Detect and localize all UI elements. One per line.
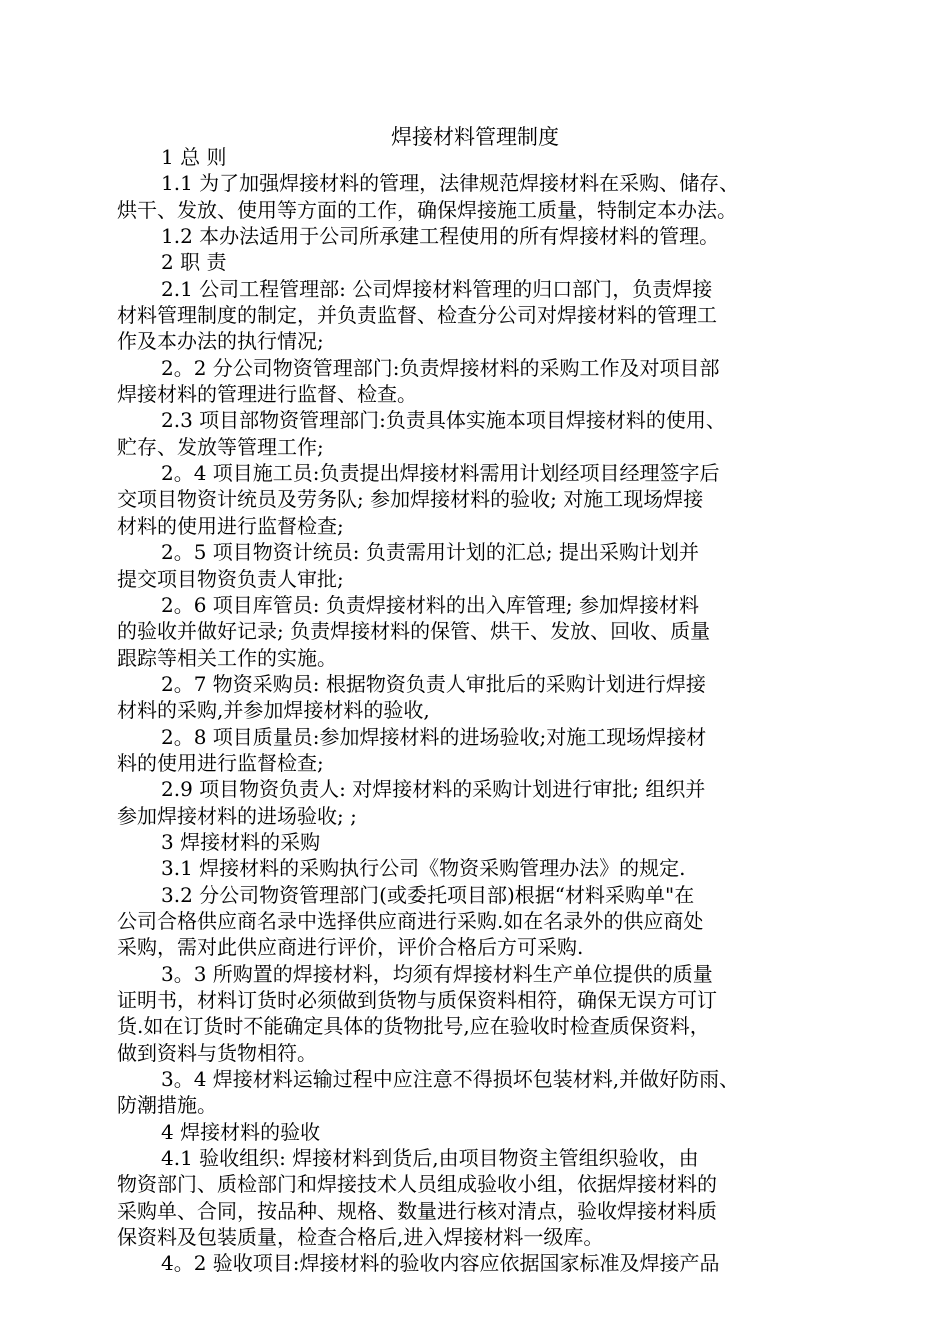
text-line: 材料的使用进行监督检查; <box>117 513 344 538</box>
text-line: 做到资料与货物相符。 <box>117 1040 317 1065</box>
text-line: 料的使用进行监督检查; <box>117 750 324 775</box>
text-line: 烘干、发放、使用等方面的工作，确保焊接施工质量，特制定本办法。 <box>117 197 737 222</box>
text-line: 2。2 分公司物资管理部门:负责焊接材料的采购工作及对项目部 <box>161 355 720 380</box>
text-line: 2。8 项目质量员:参加焊接材料的进场验收;对施工现场焊接材 <box>161 724 707 749</box>
text-line: 1 总 则 <box>161 145 227 169</box>
text-line: 2。4 项目施工员:负责提出焊接材料需用计划经项目经理签字后 <box>161 461 720 486</box>
text-line: 跟踪等相关工作的实施。 <box>117 645 337 670</box>
text-line: 3。3 所购置的焊接材料，均须有焊接材料生产单位提供的质量 <box>161 961 713 986</box>
text-line: 货.如在订货时不能确定具体的货物批号,应在验收时检查质保资料， <box>117 1014 710 1039</box>
text-line: 3.2 分公司物资管理部门(或委托项目部)根据“材料采购单"在 <box>161 882 695 907</box>
text-line: 的验收并做好记录; 负责焊接材料的保管、烘干、发放、回收、质量 <box>117 619 711 644</box>
text-line: 提交项目物资负责人审批; <box>117 566 344 591</box>
document-title: 焊接材料管理制度 <box>391 125 559 149</box>
text-line: 采购，需对此供应商进行评价，评价合格后方可采购. <box>117 935 584 960</box>
text-line: 采购单、合同，按品种、规格、数量进行核对清点，验收焊接材料质 <box>117 1198 717 1223</box>
text-line: 2。7 物资采购员: 根据物资负责人审批后的采购计划进行焊接 <box>161 671 706 696</box>
text-line: 2。5 项目物资计统员: 负责需用计划的汇总; 提出采购计划并 <box>161 540 699 565</box>
text-line: 防潮措施。 <box>117 1093 217 1118</box>
text-line: 2。6 项目库管员: 负责焊接材料的出入库管理; 参加焊接材料 <box>161 592 699 617</box>
text-line: 2.1 公司工程管理部: 公司焊接材料管理的归口部门，负责焊接 <box>161 276 713 301</box>
text-line: 4 焊接材料的验收 <box>161 1119 321 1144</box>
text-line: 材料的采购,并参加焊接材料的验收, <box>117 698 430 723</box>
text-line: 贮存、发放等管理工作; <box>117 434 324 459</box>
text-line: 参加焊接材料的进场验收; ; <box>117 803 357 828</box>
text-line: 焊接材料的管理进行监督、检查。 <box>117 382 417 407</box>
text-line: 公司合格供应商名录中选择供应商进行采购.如在名录外的供应商处 <box>117 908 704 933</box>
text-line: 物资部门、质检部门和焊接技术人员组成验收小组，依据焊接材料的 <box>117 1172 717 1197</box>
text-line: 材料管理制度的制定，并负责监督、检查分公司对焊接材料的管理工 <box>117 303 717 328</box>
text-line: 3 焊接材料的采购 <box>161 829 321 854</box>
text-line: 2.3 项目部物资管理部门:负责具体实施本项目焊接材料的使用、 <box>161 408 726 433</box>
text-line: 4.1 验收组织: 焊接材料到货后,由项目物资主管组织验收，由 <box>161 1146 699 1171</box>
text-line: 保资料及包装质量，检查合格后,进入焊接材料一级库。 <box>117 1225 604 1250</box>
text-line: 3。4 焊接材料运输过程中应注意不得损坏包装材料,并做好防雨、 <box>161 1067 740 1092</box>
text-line: 3.1 焊接材料的采购执行公司《物资采购管理办法》的规定. <box>161 856 686 881</box>
text-line: 1.1 为了加强焊接材料的管理，法律规范焊接材料在采购、储存、 <box>161 171 740 196</box>
text-line: 作及本办法的执行情况; <box>117 329 324 354</box>
text-line: 1.2 本办法适用于公司所承建工程使用的所有焊接材料的管理。 <box>161 224 720 249</box>
text-line: 交项目物资计统员及劳务队; 参加焊接材料的验收; 对施工现场焊接 <box>117 487 704 512</box>
document-body <box>117 144 847 1277</box>
text-line: 2 职 责 <box>161 250 227 275</box>
text-line: 4。2 验收项目:焊接材料的验收内容应依据国家标准及焊接产品 <box>161 1251 720 1276</box>
text-line: 2.9 项目物资负责人: 对焊接材料的采购计划进行审批; 组织并 <box>161 777 706 802</box>
text-line: 证明书，材料订货时必须做到货物与质保资料相符，确保无误方可订 <box>117 988 717 1012</box>
